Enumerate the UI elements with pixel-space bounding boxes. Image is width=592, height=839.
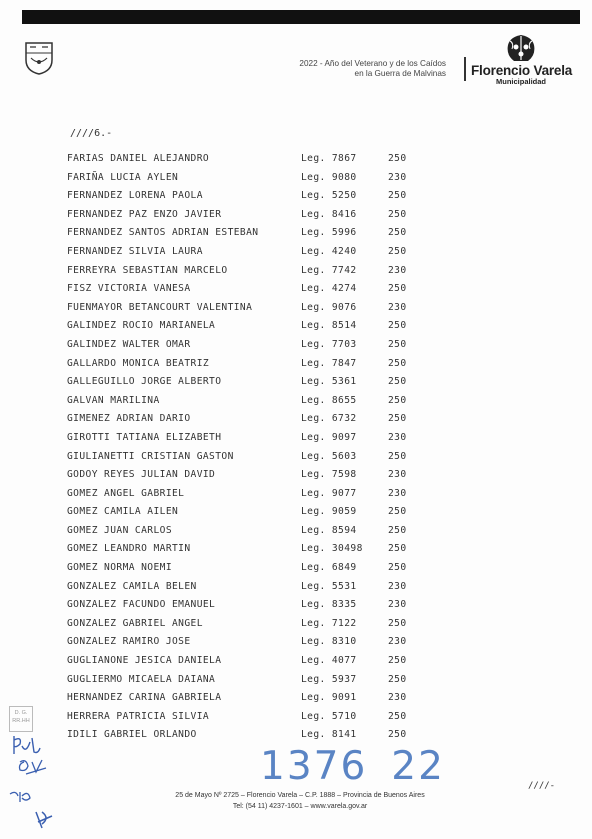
employee-name: GONZALEZ RAMIRO JOSE [67,636,191,648]
employee-file-number: Leg. 9091 [301,692,357,704]
employee-file-number: Leg. 30498 [301,543,363,555]
list-item [67,317,427,336]
employee-name: GIULIANETTI CRISTIAN GASTON [67,450,234,462]
employee-amount: 230 [388,599,407,611]
employee-file-number: Leg. 7867 [301,153,357,164]
employee-list [67,150,427,745]
employee-file-number: Leg. 8141 [301,729,357,741]
employee-amount: 250 [388,190,407,202]
list-item [67,578,427,597]
employee-amount: 230 [388,636,407,648]
employee-file-number: Leg. 4274 [301,283,357,295]
stamp-line-2: RR.HH [12,718,30,724]
list-item [67,652,427,671]
handwritten-initials-icon [6,732,62,832]
employee-file-number: Leg. 5250 [301,190,357,202]
employee-name: FERNANDEZ SANTOS ADRIAN ESTEBAN [67,227,259,239]
employee-amount: 230 [388,171,407,183]
employee-amount: 250 [388,153,407,164]
employee-amount: 250 [388,506,407,518]
employee-file-number: Leg. 7742 [301,264,357,276]
year-line-2: en la Guerra de Malvinas [354,69,446,78]
list-item [67,559,427,578]
employee-file-number: Leg. 4077 [301,655,357,667]
employee-amount: 250 [388,673,407,685]
list-item [67,299,427,318]
list-item [67,336,427,355]
employee-amount: 230 [388,301,407,313]
employee-amount: 230 [388,431,407,443]
list-item [67,410,427,429]
header-divider [464,57,466,81]
top-black-bar [22,10,580,24]
employee-amount: 250 [388,338,407,350]
employee-name: FARIAS DANIEL ALEJANDRO [67,153,210,164]
list-item [67,243,427,262]
employee-name: FERREYRA SEBASTIAN MARCELO [67,264,228,276]
handwritten-file-number [260,744,445,789]
employee-file-number: Leg. 5937 [301,673,357,685]
employee-file-number: Leg. 5710 [301,710,357,722]
employee-file-number: Leg. 5996 [301,227,357,239]
employee-name: GOMEZ ANGEL GABRIEL [67,487,185,499]
employee-file-number: Leg. 8335 [301,599,357,611]
list-item [67,466,427,485]
employee-amount: 230 [388,487,407,499]
employee-amount: 230 [388,264,407,276]
employee-name: GALVAN MARILINA [67,394,160,406]
employee-file-number: Leg. 9080 [301,171,357,183]
employee-name: FERNANDEZ LORENA PAOLA [67,190,203,202]
employee-file-number: Leg. 4240 [301,245,357,257]
employee-amount: 250 [388,729,407,741]
employee-file-number: Leg. 8655 [301,394,357,406]
list-item [67,671,427,690]
list-item [67,689,427,708]
list-item [67,615,427,634]
employee-name: FERNANDEZ PAZ ENZO JAVIER [67,208,222,220]
page-marker: ////6.- [70,128,113,139]
employee-file-number: Leg. 6849 [301,562,357,574]
brand-subtitle: Municipalidad [495,77,546,86]
footer-address: 25 de Mayo Nº 2725 – Florencio Varela – C.P. 1888 – Provincia de Buenos Aires [175,792,425,799]
employee-name: GIROTTI TATIANA ELIZABETH [67,431,222,443]
employee-file-number: Leg. 7598 [301,469,357,481]
list-item [67,280,427,299]
employee-amount: 250 [388,245,407,257]
employee-amount: 250 [388,413,407,425]
employee-amount: 250 [388,562,407,574]
florencio-varela-logo-icon [500,33,542,63]
employee-name: FARIÑA LUCIA AYLEN [67,171,179,183]
employee-file-number: Leg. 6732 [301,413,357,425]
list-item [67,708,427,727]
employee-amount: 250 [388,357,407,369]
employee-name: GUGLIERMO MICAELA DAIANA [67,673,216,685]
employee-name: GOMEZ LEANDRO MARTIN [67,543,191,555]
employee-amount: 250 [388,655,407,667]
employee-name: GALLEGUILLO JORGE ALBERTO [67,376,222,388]
employee-file-number: Leg. 7847 [301,357,357,369]
employee-amount: 250 [388,710,407,722]
hr-stamp [9,706,33,732]
employee-file-number: Leg. 5361 [301,376,357,388]
employee-file-number: Leg. 8416 [301,208,357,220]
list-item [67,392,427,411]
file-number-part-1: 1376 [260,744,368,789]
employee-amount: 230 [388,580,407,592]
list-item [67,429,427,448]
employee-file-number: Leg. 7122 [301,617,357,629]
employee-file-number: Leg. 9076 [301,301,357,313]
employee-amount: 250 [388,543,407,555]
employee-amount: 250 [388,208,407,220]
list-item [67,503,427,522]
employee-amount: 250 [388,320,407,332]
employee-file-number: Leg. 5603 [301,450,357,462]
employee-file-number: Leg. 8594 [301,524,357,536]
employee-name: GOMEZ JUAN CARLOS [67,524,172,536]
list-item [67,355,427,374]
list-item [67,485,427,504]
employee-file-number: Leg. 5531 [301,580,357,592]
employee-name: FISZ VICTORIA VANESA [67,283,191,295]
list-item [67,224,427,243]
employee-name: GOMEZ CAMILA AILEN [67,506,179,518]
employee-file-number: Leg. 9077 [301,487,357,499]
list-item [67,187,427,206]
list-item [67,522,427,541]
employee-name: GIMENEZ ADRIAN DARIO [67,413,191,425]
employee-name: GONZALEZ FACUNDO EMANUEL [67,599,216,611]
employee-amount: 250 [388,394,407,406]
employee-file-number: Leg. 8514 [301,320,357,332]
employee-amount: 250 [388,227,407,239]
employee-file-number: Leg. 8310 [301,636,357,648]
employee-file-number: Leg. 9059 [301,506,357,518]
employee-file-number: Leg. 9097 [301,431,357,443]
employee-amount: 230 [388,692,407,704]
list-item [67,726,427,745]
list-item [67,150,427,169]
employee-amount: 250 [388,617,407,629]
employee-name: GALINDEZ ROCIO MARIANELA [67,320,216,332]
municipal-crest-icon [23,40,55,76]
employee-amount: 230 [388,469,407,481]
employee-name: GUGLIANONE JESICA DANIELA [67,655,222,667]
list-item [67,262,427,281]
employee-name: GALINDEZ WALTER OMAR [67,338,191,350]
employee-name: GONZALEZ CAMILA BELEN [67,580,197,592]
list-item [67,206,427,225]
employee-name: HERRERA PATRICIA SILVIA [67,710,210,722]
employee-name: FERNANDEZ SILVIA LAURA [67,245,203,257]
employee-name: GODOY REYES JULIAN DAVID [67,469,216,481]
employee-name: GOMEZ NORMA NOEMI [67,562,172,574]
employee-amount: 250 [388,524,407,536]
employee-amount: 250 [388,376,407,388]
year-line-1: 2022 - Año del Veterano y de los Caídos [299,59,446,68]
employee-name: FUENMAYOR BETANCOURT VALENTINA [67,301,253,313]
employee-name: IDILI GABRIEL ORLANDO [67,729,197,741]
employee-name: GALLARDO MONICA BEATRIZ [67,357,210,369]
employee-amount: 250 [388,283,407,295]
brand-name: Florencio Varela [471,63,573,78]
stamp-line-1: D. G. [14,710,28,716]
list-item [67,596,427,615]
footer-marker: ////- [528,781,556,791]
employee-file-number: Leg. 7703 [301,338,357,350]
file-number-part-2: 22 [391,744,445,789]
employee-amount: 250 [388,450,407,462]
commemorative-year-text [299,59,446,79]
florencio-varela-brand [471,33,571,86]
list-item [67,373,427,392]
list-item [67,169,427,188]
employee-name: GONZALEZ GABRIEL ANGEL [67,617,203,629]
list-item [67,448,427,467]
employee-name: HERNANDEZ CARINA GABRIELA [67,692,222,704]
list-item [67,633,427,652]
list-item [67,540,427,559]
footer-contact: Tel: (54 11) 4237-1601 – www.varela.gov.ar [232,803,368,810]
